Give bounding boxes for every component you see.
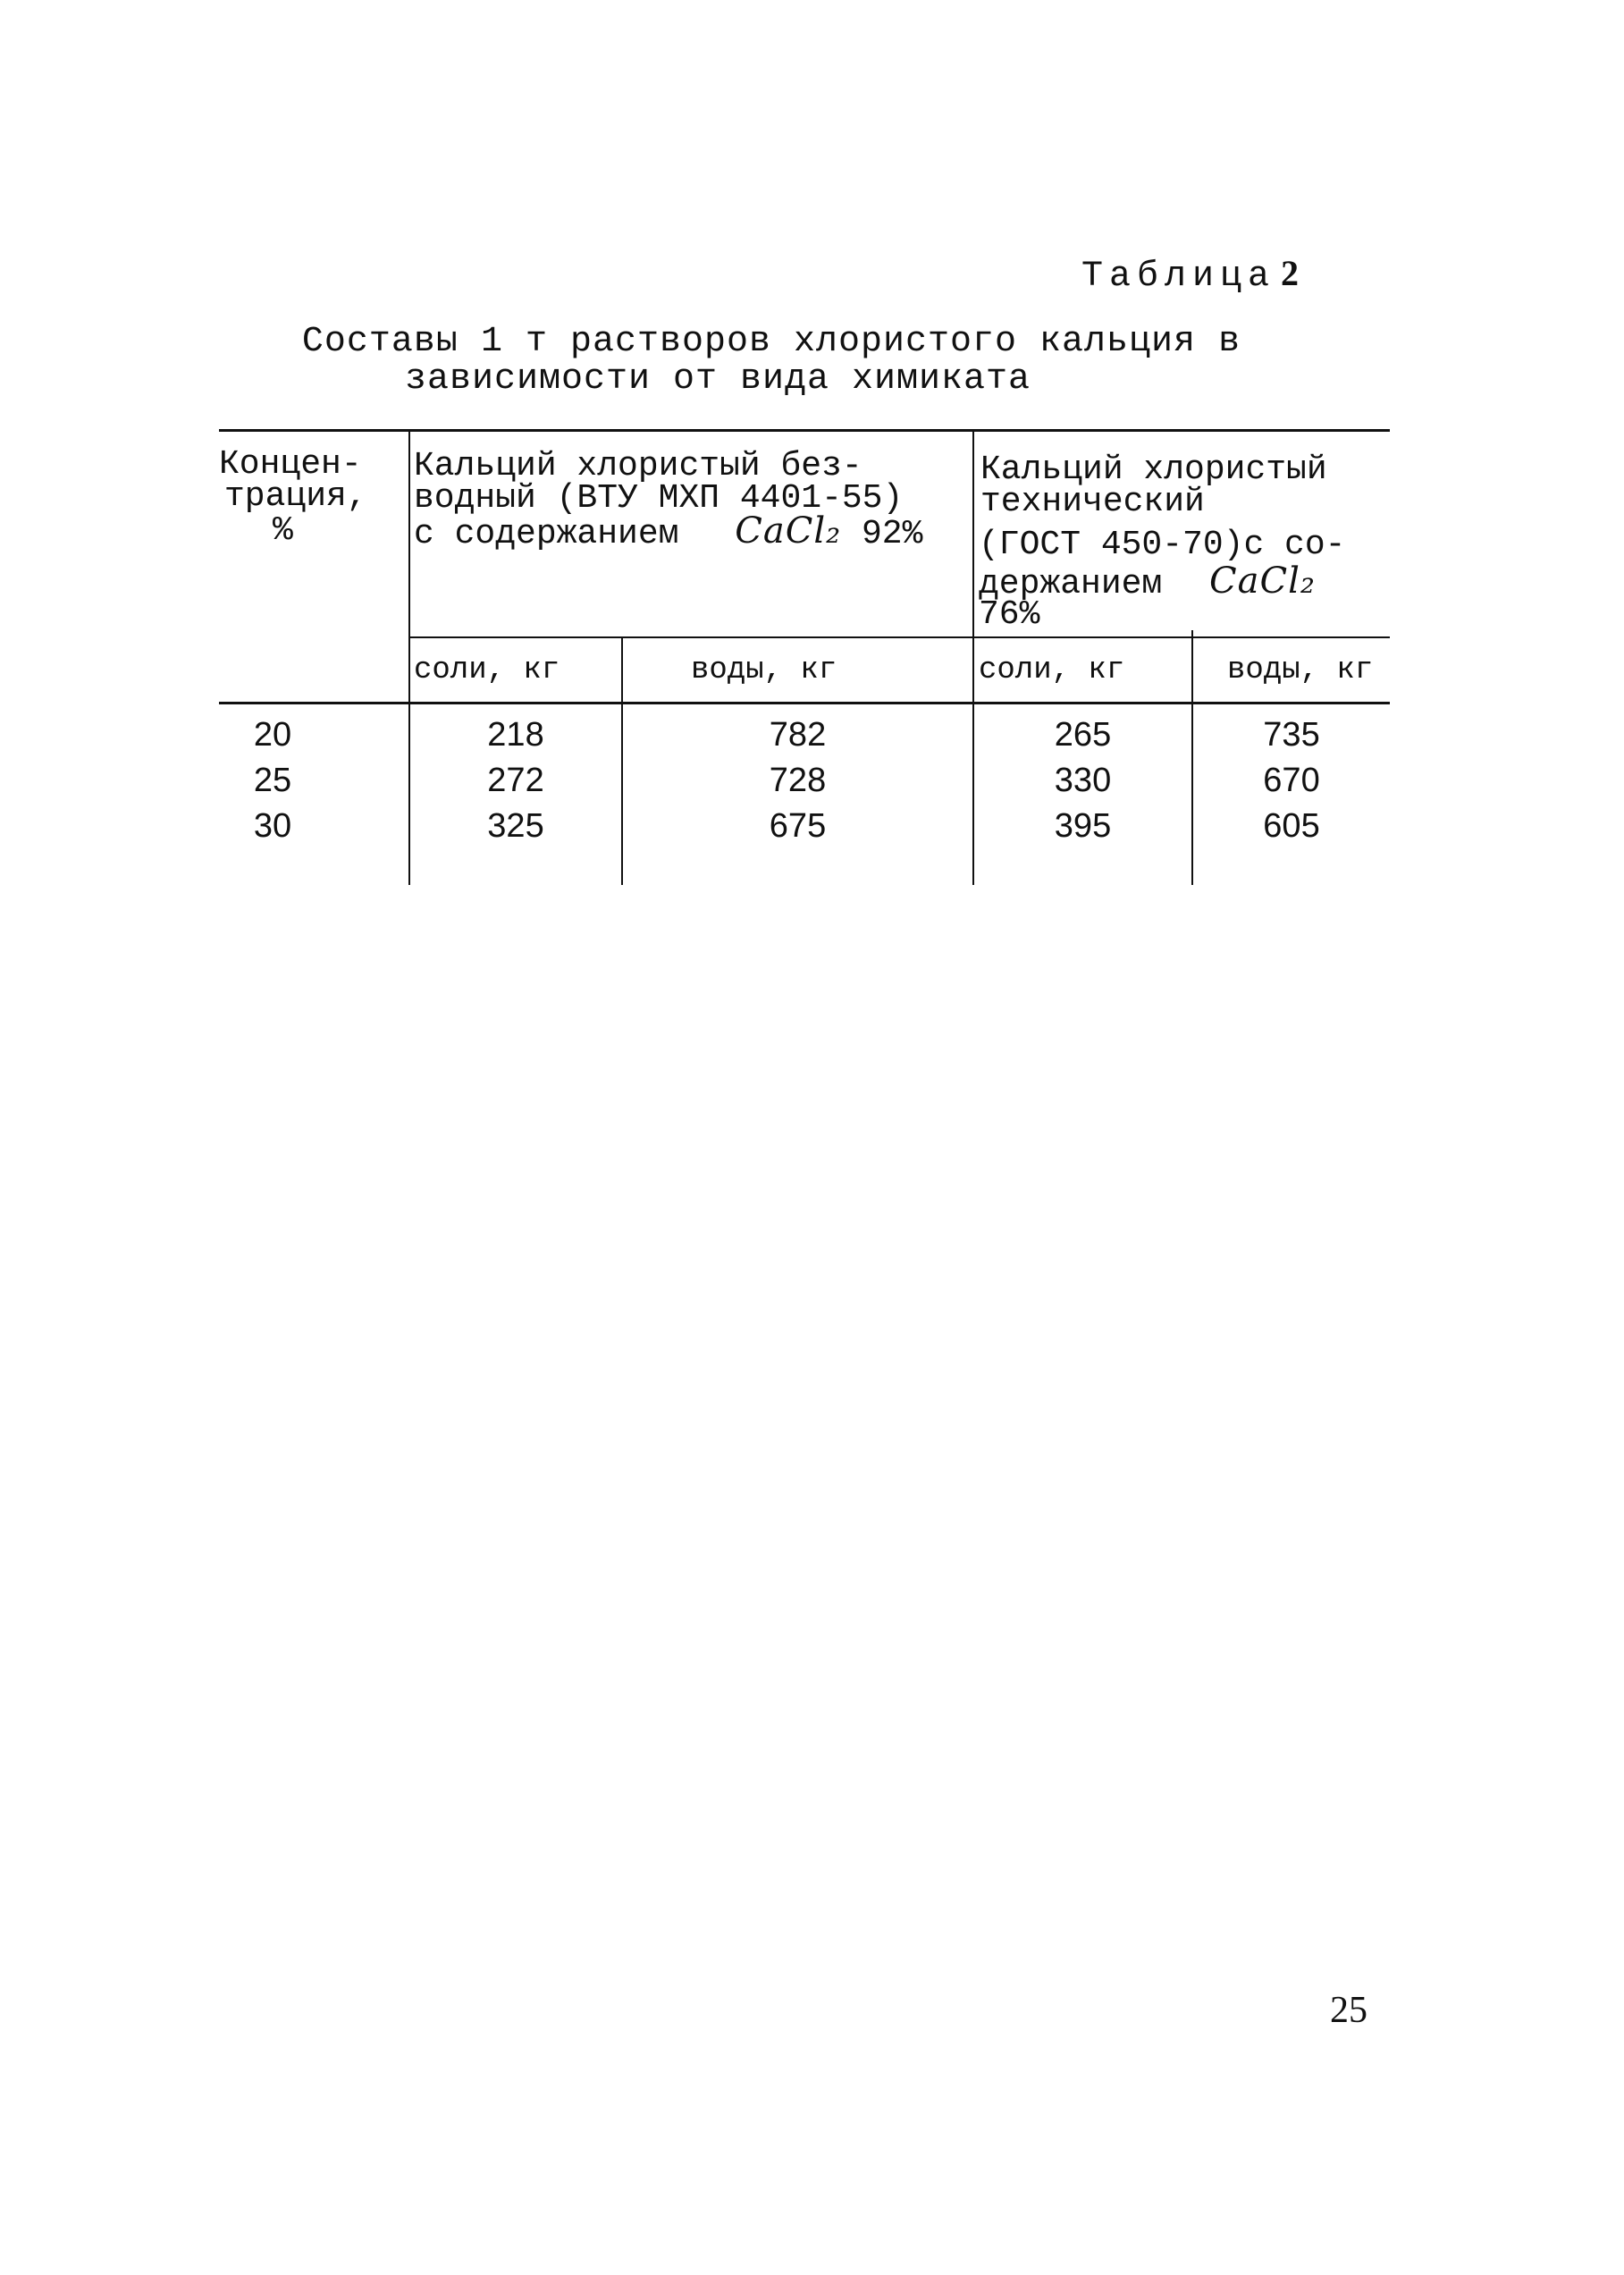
subheader-top-rule <box>409 636 1390 638</box>
table-label-number: 2 <box>1281 253 1300 293</box>
row-1-water-anhydrous: 782 <box>769 716 827 754</box>
group1-header-text: с содержанием <box>414 515 679 553</box>
row-3-water-anhydrous: 675 <box>769 807 827 845</box>
row-2-salt-technical: 330 <box>1054 762 1112 799</box>
group2-percent: 76% <box>979 595 1040 634</box>
row-3-salt-technical: 395 <box>1054 807 1112 845</box>
subheader-water-2: воды, кг <box>1227 653 1374 687</box>
group2-header-text: держанием <box>979 565 1163 603</box>
row-1-salt-anhydrous: 218 <box>487 716 544 754</box>
row-1-salt-technical: 265 <box>1054 716 1112 754</box>
group2-formula: CaCl₂ <box>1209 560 1316 602</box>
group2-header-line-1: Кальций хлористый <box>980 451 1327 489</box>
row-2-salt-anhydrous: 272 <box>487 762 544 799</box>
row-3-water-technical: 605 <box>1263 807 1320 845</box>
data-table <box>219 429 1390 885</box>
row-2-water-technical: 670 <box>1263 762 1320 799</box>
group1-formula: CaCl₂ <box>735 510 842 552</box>
row-2-water-anhydrous: 728 <box>769 762 827 799</box>
subheader-salt-1: соли, кг <box>414 653 560 687</box>
group1-header-line-2: водный (ВТУ МХП 4401-55) <box>414 479 904 518</box>
row-3-salt-anhydrous: 325 <box>487 807 544 845</box>
group2-header-line-2: технический <box>980 483 1205 521</box>
concentration-header-line-2: трация, <box>224 477 367 516</box>
group1-header-line-1: Кальций хлористый без- <box>414 447 862 485</box>
group2-header-line-3: (ГОСТ 450-70)с со- <box>979 526 1346 564</box>
subheader-salt-2: соли, кг <box>979 653 1125 687</box>
col-divider-2 <box>621 636 623 885</box>
table-label-word: Таблица <box>1081 257 1276 297</box>
page-number: 25 <box>1330 1990 1367 2031</box>
col-divider-4 <box>1191 630 1193 885</box>
header-bottom-rule <box>219 702 1390 704</box>
row-1-concentration: 20 <box>253 716 292 754</box>
table-label <box>1081 252 1299 297</box>
subheader-water-1: воды, кг <box>691 653 837 687</box>
table-caption <box>284 324 1258 399</box>
row-3-concentration: 30 <box>253 807 292 845</box>
caption-line-2: зависимости от вида химиката <box>404 359 1031 400</box>
concentration-header-line-3: % <box>273 511 293 550</box>
table-top-rule <box>219 429 1390 432</box>
row-1-water-technical: 735 <box>1263 716 1320 754</box>
group1-header-line-3 <box>414 510 923 553</box>
concentration-header-line-1: Концен- <box>219 445 362 484</box>
group1-percent: 92% <box>861 515 923 553</box>
caption-line-1: Составы 1 т растворов хлористого кальция в <box>301 322 1241 362</box>
row-2-concentration: 25 <box>253 762 292 799</box>
